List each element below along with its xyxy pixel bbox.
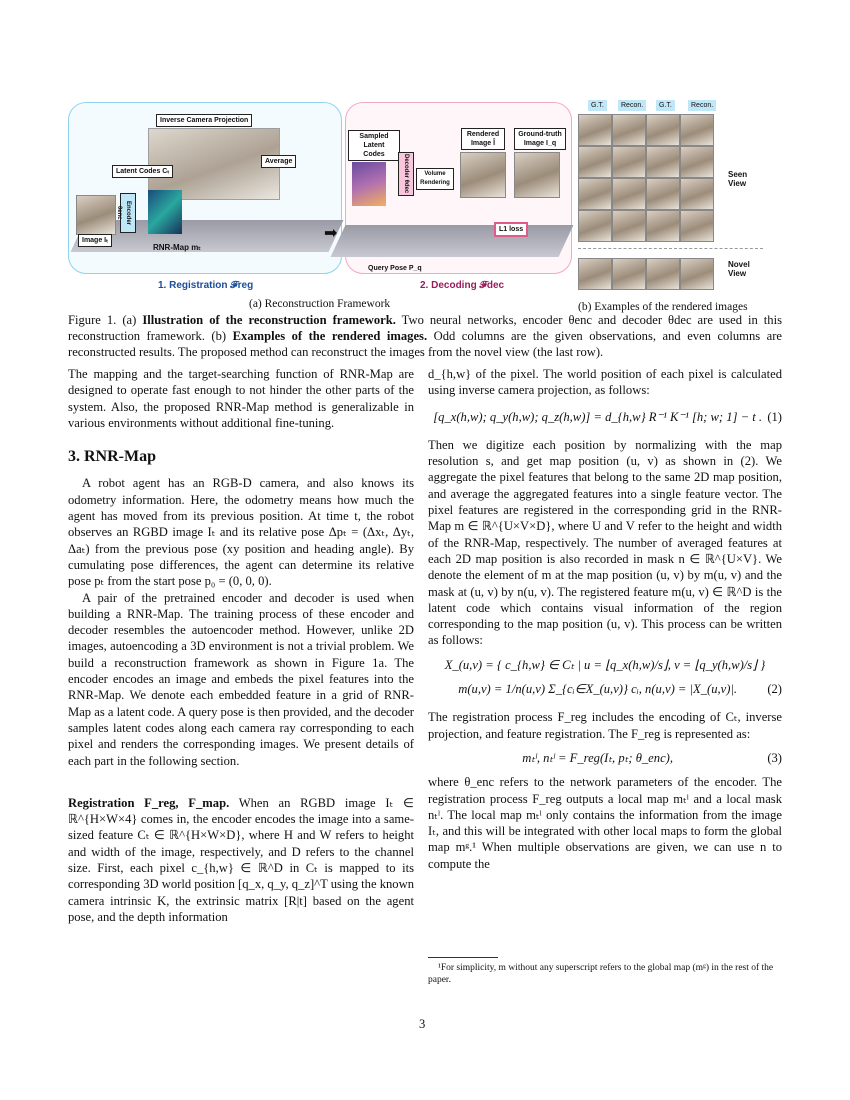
header-recon: Recon. (618, 100, 646, 111)
label-seen-view: Seen View (728, 170, 748, 188)
label-novel-view: Novel View (728, 260, 750, 278)
example-image (680, 146, 714, 178)
caption-bold-a: Illustration of the reconstruction framework. (142, 313, 396, 327)
header-gt: G.T. (656, 100, 675, 111)
subcaption-b: (b) Examples of the rendered images (578, 301, 748, 313)
label-rnr-map: RNR-Map mₜ (153, 243, 201, 252)
label-decoder: Decoder θdec (398, 152, 414, 196)
header-gt: G.T. (588, 100, 607, 111)
figure-1 (68, 100, 783, 315)
examples-grid (578, 100, 783, 280)
example-image (680, 210, 714, 242)
label-image: Image Iₜ (78, 234, 112, 247)
label-latent-codes: Latent Codes Cₜ (112, 165, 173, 178)
footnote-rule (428, 957, 498, 958)
example-image (612, 258, 646, 290)
paragraph: A pair of the pretrained encoder and decoder is used when building a RNR-Map. The training process of these encoder and decoder resembles the autoencoder method. However, unlike 2D images, autoencoding a 3D environment is not a trivial problem. We build a reconstruction framework as shown in Figure 1a. The encoder encodes an image and embeds the pixel features into the RNR-Map. We denote each embedded feature in a grid of RNR-Map as a latent code. A query pose is then provided, and the decoder samples latent codes along each camera ray corresponding to each pixel and renders the corresponding images. We present details of each part in the following section. (68, 590, 414, 768)
ground-truth-image (514, 152, 560, 198)
example-image (578, 178, 612, 210)
latent-code-cube (148, 190, 182, 234)
right-column (428, 366, 782, 872)
example-image (646, 178, 680, 210)
example-image (680, 178, 714, 210)
header-recon: Recon. (688, 100, 716, 111)
label-ground-truth: Ground-truth Image I_q (514, 128, 566, 150)
label-volume-rendering: Volume Rendering (416, 168, 454, 190)
equation-1: [q_x(h,w); q_y(h,w); q_z(h,w)] = d_{h,w} R⁻¹ K⁻¹ [h; w; 1] − t . (433, 409, 763, 424)
example-image (578, 258, 612, 290)
example-image (646, 258, 680, 290)
paragraph: d_{h,w} of the pixel. The world position of each pixel is calculated using inverse camera projection, as follows: (428, 367, 782, 398)
label-l1-loss: L1 loss (494, 222, 528, 237)
figure-caption (68, 312, 782, 360)
example-image (578, 146, 612, 178)
caption-bold-b: Examples of the rendered images. (232, 329, 428, 343)
caption-text-a: Two neural networks, encoder θenc and decoder θdec are used in this reconstruction framework. (b) (68, 313, 783, 343)
subcaption-a: (a) Reconstruction Framework (249, 298, 391, 310)
equation-number: (1) (767, 409, 782, 424)
label-rendered: Rendered Image Î (461, 128, 505, 150)
equation-3: mₜˡ, nₜˡ = F_reg(Iₜ, pₜ; θ_enc), (522, 750, 674, 765)
equation-2b: m(u,v) = 1/n(u,v) Σ_{cᵢ∈X_(u,v)} cᵢ, n(u,v) = |X_(u,v)|. (458, 682, 738, 697)
example-image (646, 210, 680, 242)
label-encoder: Encoder θenc (120, 193, 136, 233)
example-image (612, 114, 646, 146)
input-image (76, 195, 116, 235)
paragraph: where θ_enc refers to the network parameters of the encoder. The registration process F_reg outputs a local map mₜˡ and a local mask nₜˡ. The local map mₜˡ only contains the information from the image Iₜ, and this will be integrated with other local maps to form the global map mᵍ.¹ When multiple observations are given, we can use n to compute the (428, 775, 782, 871)
rendered-image (460, 152, 506, 198)
caption-prefix: Figure 1. (a) (68, 313, 143, 327)
divider (578, 248, 763, 249)
example-image (612, 178, 646, 210)
sampled-latent-cube (352, 162, 386, 206)
registration-title: 1. Registration 𝓕reg (158, 280, 254, 291)
example-image (646, 114, 680, 146)
equation-number: (2) (767, 682, 782, 697)
example-image (680, 114, 714, 146)
decoding-map-slab (331, 225, 574, 257)
example-image (578, 210, 612, 242)
decoding-title: 2. Decoding 𝓕dec (420, 280, 505, 291)
label-sampled-latent: Sampled Latent Codes (348, 130, 400, 161)
paragraph: A robot agent has an RGB-D camera, and also knows its odometry information. Here, the odometry means how much the agent has moved from its previous position. At time t, the robot observes an RGBD image Iₜ and its relative pose Δpₜ = (Δxₜ, Δyₜ, Δaₜ) from the previous pose (xy position and heading angle). By cumulating pose differences, the agent can determine its relative pose pₜ from the start pose p₀ = (0, 0, 0). (68, 476, 414, 589)
paragraph: The registration process F_reg includes the encoding of Cₜ, inverse projection, and feature registration. The F_reg is represented as: (428, 710, 782, 741)
footnote: ¹For simplicity, m without any superscript refers to the global map (mᵍ) in the rest of the paper. (428, 963, 774, 985)
example-image (646, 146, 680, 178)
equation-number: (3) (767, 750, 782, 765)
example-image (578, 114, 612, 146)
page-number: 3 (419, 1017, 426, 1031)
section-heading: 3. RNR-Map (68, 448, 156, 466)
caption-text-b: Odd columns are the given observations, and even columns are reconstructed results. The proposed method can reconstruct the images from the novel view (the last row). (68, 329, 783, 359)
paragraph-heading: Registration F_reg, F_map. (68, 795, 230, 810)
paragraph: Then we digitize each position by normalizing with the map resolution s, and get map position (u, v) as shown in (2). We aggregate the pixel features that belong to the same 2D map position, and average the aggregated features into a single feature vector. The pixel features are registered in the corresponding grid in the RNR-Map m ∈ ℝ^{U×V×D}, where U and V refer to the height and width of the RNR-Map, respectively. The number of averaged features at each 2D map position is also recorded in mask n ∈ ℝ^{U×V}. We denote the element of m at the map position (u, v) by m(u, v) and the mask at (u, v) by n(u, v). The registered feature m(u, v) ∈ ℝ^D is the latent code which contains visual information of the region corresponding to the map position (u, v). This process can be written as follows: (428, 437, 782, 648)
paragraph: The mapping and the target-searching function of RNR-Map are designed to operate fast enough to not hinder the other parts of the system. Also, the proposed RNR-Map method is generalizable in various environments without additional fine-tuning. (68, 367, 414, 430)
left-column (68, 366, 414, 925)
label-inverse-projection: Inverse Camera Projection (156, 114, 252, 127)
label-query-pose: Query Pose P_q (368, 265, 422, 272)
arrow-icon: ➡ (324, 225, 338, 242)
paragraph: When an RGBD image Iₜ ∈ ℝ^{H×W×4} comes in, the encoder encodes the image into a same-sized feature Cₜ ∈ ℝ^{H×W×D}, where H and W refers to height and width of the image, respectively, and D refers to the channel size. First, each pixel c_{h,w} ∈ ℝ^D in Cₜ is mapped to its corresponding 3D world position [q_x, q_y, q_z]^T using the known camera intrinsic K, the extrinsic matrix [R|t] based on the agent pose, and the depth information (68, 795, 414, 924)
example-image (680, 258, 714, 290)
example-image (612, 210, 646, 242)
equation-2a: X_(u,v) = { c_{h,w} ∈ Cₜ | u = ⌊q_x(h,w)/s⌋, v = ⌊q_y(h,w)/s⌋ } (444, 657, 766, 672)
label-average: Average (261, 155, 296, 168)
example-image (612, 146, 646, 178)
